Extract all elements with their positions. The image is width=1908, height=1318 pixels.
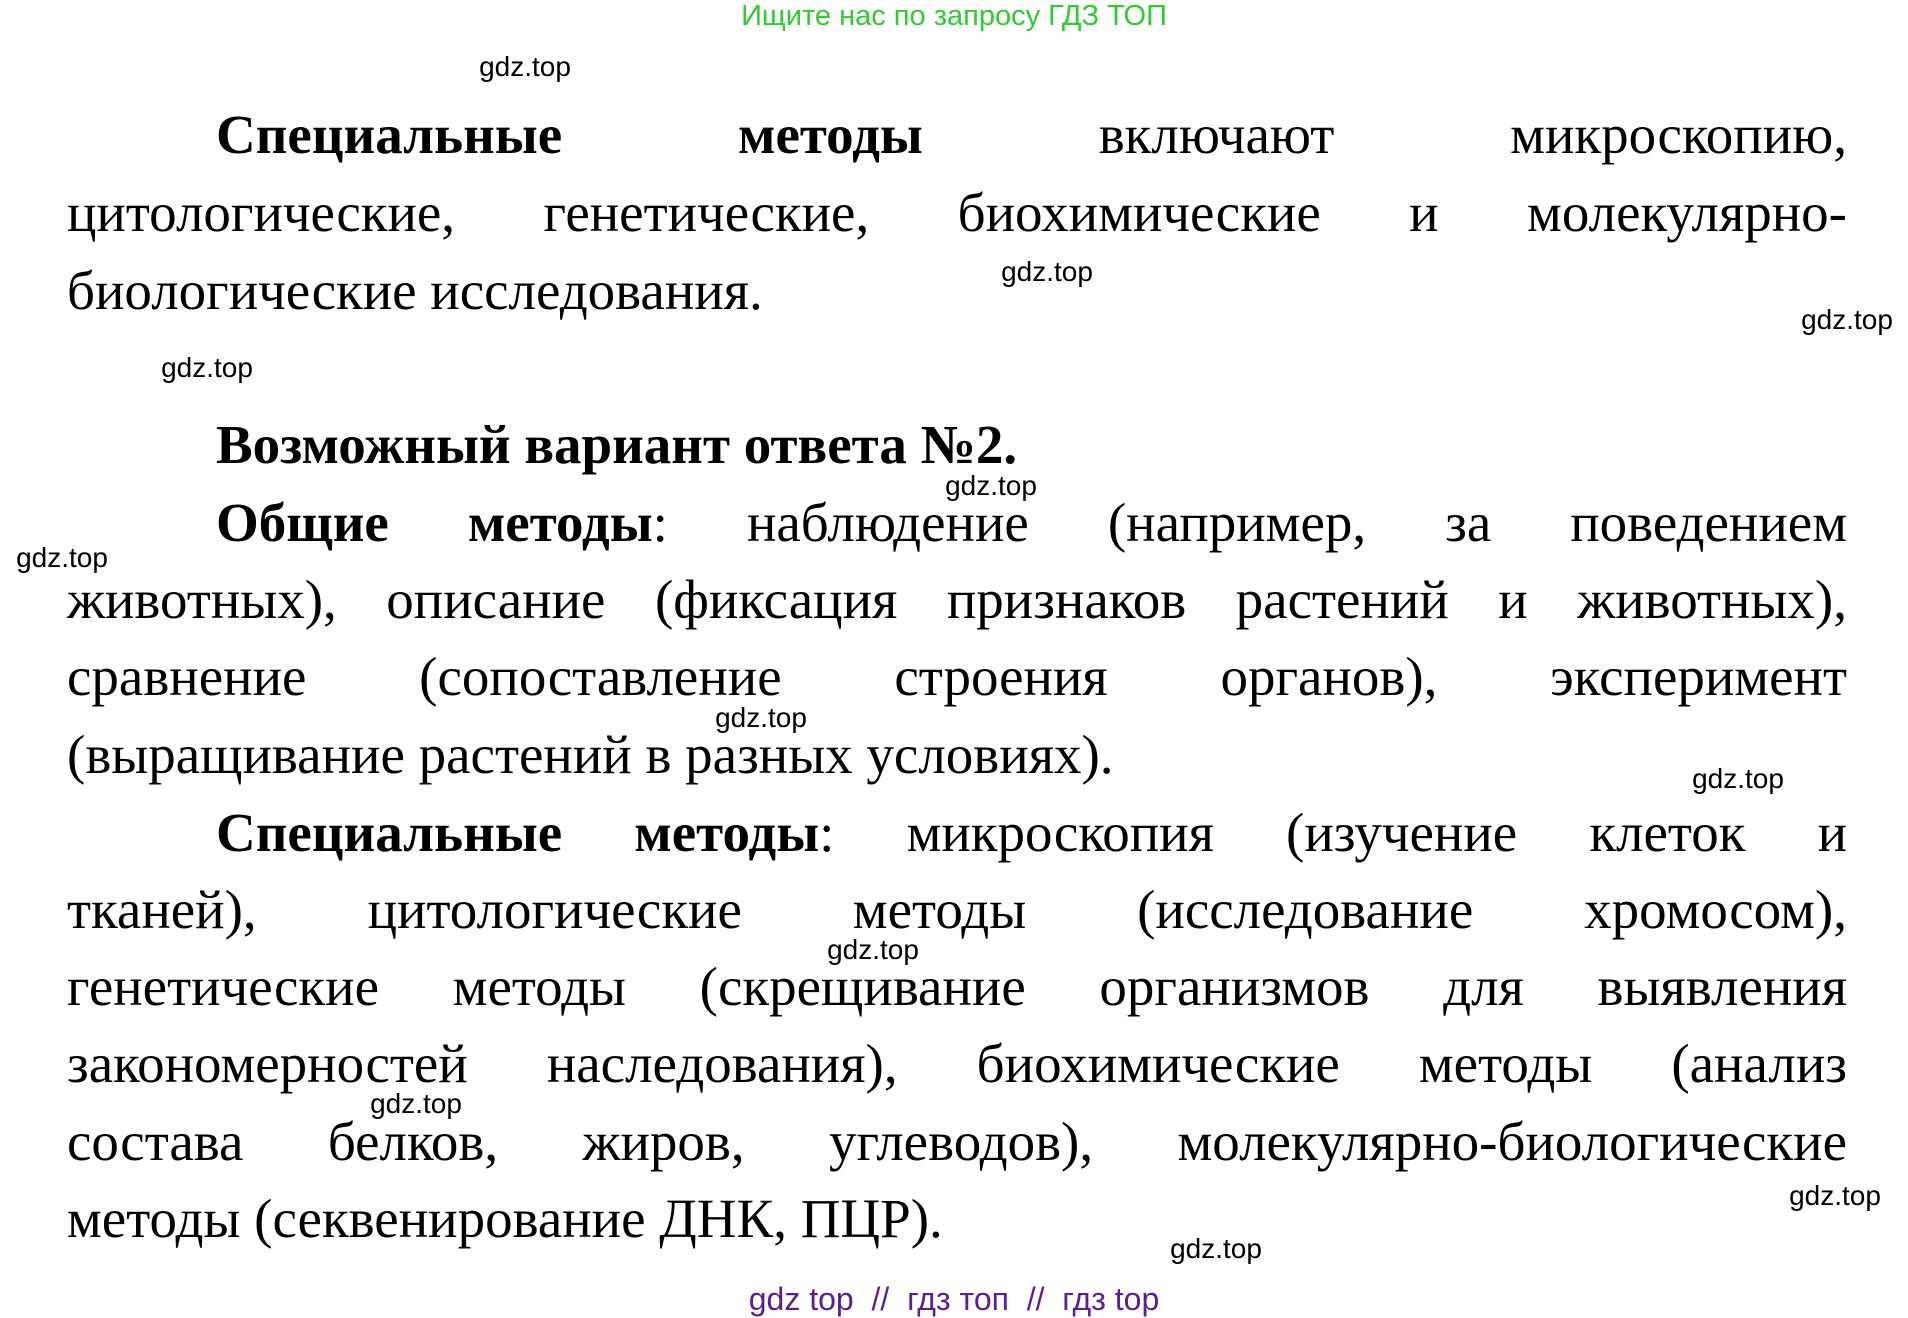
paragraph-line: состава белков, жиров, углеводов), молекулярно-биологические [67, 1111, 1847, 1172]
watermark: gdz.top [370, 1088, 462, 1119]
paragraph-line: тканей), цитологические методы (исследование хромосом), [67, 879, 1847, 940]
term-bold: Специальные методы [216, 104, 923, 165]
text: включают микроскопию, [1098, 104, 1848, 165]
watermark: gdz.top [1001, 256, 1093, 287]
watermark: gdz.top [479, 51, 571, 82]
watermark: gdz.top [827, 934, 919, 965]
watermark: gdz.top [161, 352, 253, 383]
watermark: gdz.top [16, 542, 108, 573]
search-banner: Ищите нас по запросу ГДЗ ТОП [741, 0, 1167, 32]
paragraph-line [216, 794, 1847, 871]
watermark: gdz.top [1692, 763, 1784, 794]
paragraph-line: методы (секвенирование ДНК, ПЦР). [67, 1188, 943, 1249]
paragraph-line: цитологические, генетические, биохимические и молекулярно- [67, 182, 1847, 243]
paragraph-line: биологические исследования. [67, 260, 763, 321]
watermark: gdz.top [1170, 1233, 1262, 1264]
paragraph-line: закономерностей наследования), биохимические методы (анализ [67, 1033, 1847, 1094]
watermark: gdz.top [1801, 304, 1893, 335]
paragraph-line: сравнение (сопоставление строения органов), эксперимент [67, 646, 1847, 707]
answer-heading: Возможный вариант ответа №2. [216, 414, 1018, 475]
text: : микроскопия (изучение клеток и [819, 802, 1847, 863]
watermark: gdz.top [1789, 1180, 1881, 1211]
watermark: gdz.top [715, 702, 807, 733]
term-bold: Общие методы [216, 492, 653, 553]
text: : наблюдение (например, за поведением [652, 492, 1847, 553]
term-bold: Специальные методы [216, 802, 820, 863]
footer-links: gdz top // гдз топ // гдз top [748, 1281, 1160, 1317]
paragraph-line: животных), описание (фиксация признаков растений и животных), [67, 569, 1847, 630]
watermark: gdz.top [945, 470, 1037, 501]
paragraph-line: генетические методы (скрещивание организмов для выявления [67, 956, 1847, 1017]
paragraph-line: (выращивание растений в разных условиях). [67, 724, 1114, 785]
paragraph-line [216, 96, 1847, 173]
